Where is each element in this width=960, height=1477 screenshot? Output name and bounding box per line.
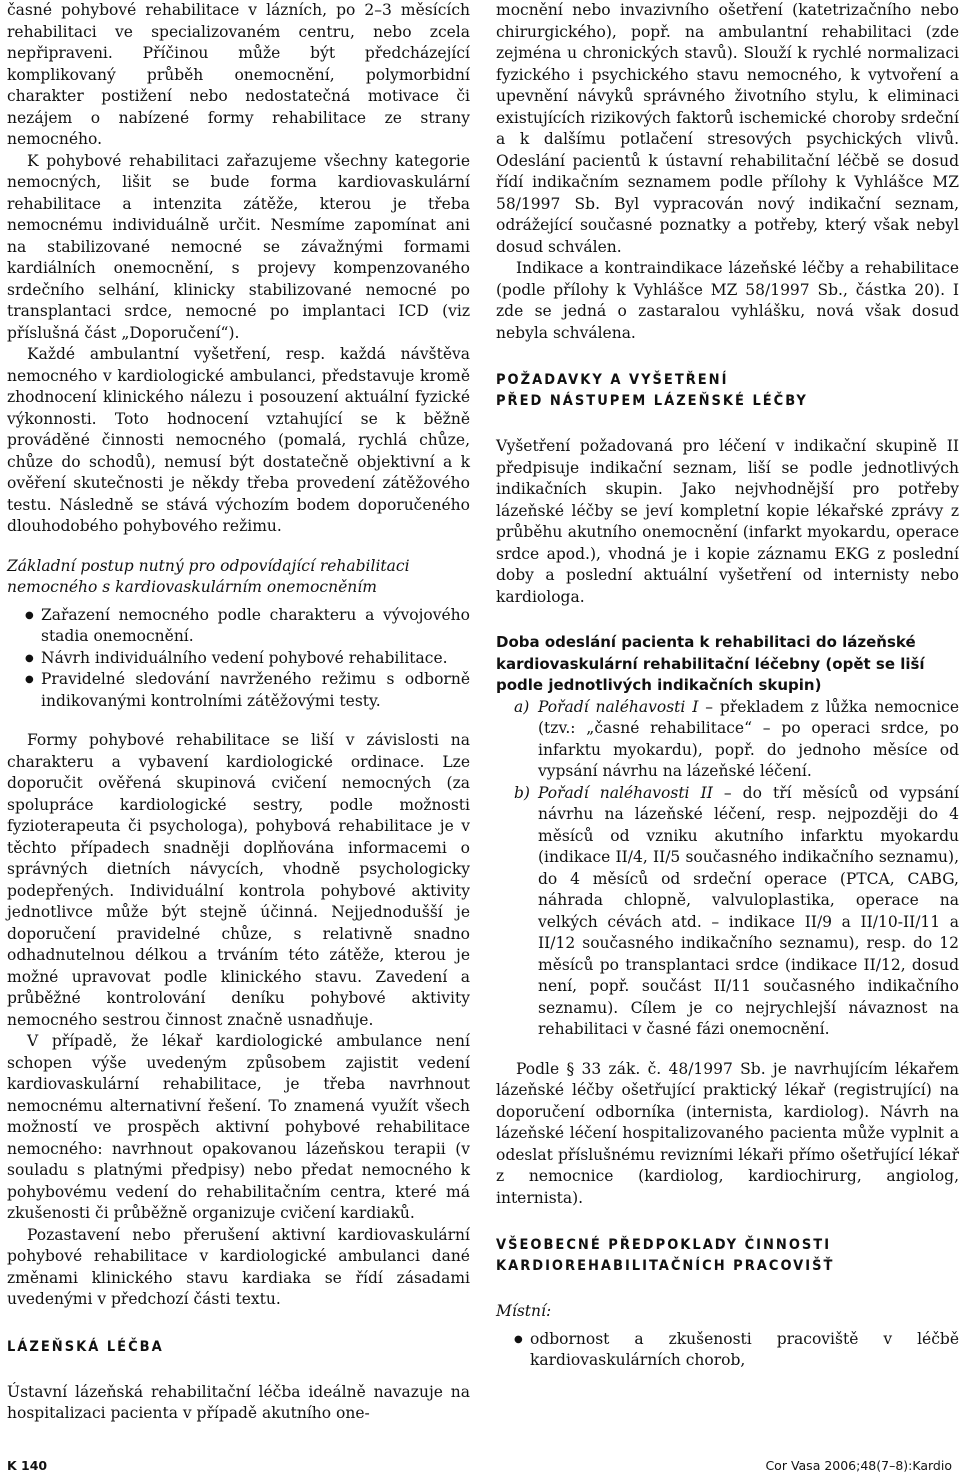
paragraph: Formy pohybové rehabilitace se liší v závislosti na charakteru a vybavení kardiologické ordinace. Lze doporučit ověřená skupinová cvičení nemocných (za spolupráce kardiologické sestry, podle možnosti fyzioterapeuta či psychologa), pohybová rehabilitace je v těchto případech snadněji doplňována informacemi o správných dietních návycích, vhodně psychologicky podepřených. Individuální kontrola pohybové aktivity jednotlivce může být stejně účinná. Nejjednodušší je doporučení pravidelné chůze, s relativně snadno odhadnutelnou délkou a trváním této zátěže, kterou je možné upravovat podle klinického stavu. Zavedení a průběžné kontrolování deníku pohybové aktivity nemocného sestrou činnost značně usnadňuje. (7, 731, 470, 1029)
list-item (496, 697, 959, 783)
item-text: – do tří měsíců od vypsání návrhu na lázeňské léčení, resp. nejpozději do 4 měsíců od vzniku akutního infarktu myokardu (indikace II/4, II/5 současného indikačního seznamu), do 4 měsíců od srdeční operace (PTCA, CABG, náhrada chlopně, valvuloplastika, operace na velkých cévách atd. – indikace II/9 a II/10-II/11 a II/12 současného indikačního seznamu), resp. do 12 měsíců po transplantaci srdce (indikace II/12, dosud není, popř. součást II/11 současného indikačního seznamu). Cílem je co nejrychlejší návaznost na rehabilitaci v časné fázi onemocnění. (538, 783, 959, 1038)
list-item: ● odbornost a zkušenosti pracoviště v léčbě kardiovaskulárních chorob, (496, 1329, 959, 1372)
list-item: ● Návrh individuálního vedení pohybové rehabilitace. (7, 648, 470, 670)
italic-subheading: Základní postup nutný pro odpovídající rehabilitaci nemocného s kardiovaskulárním onemocněním (7, 556, 410, 596)
lettered-list (496, 697, 959, 1041)
section-heading (496, 1235, 959, 1277)
item-title: Pořadí naléhavosti II (538, 783, 713, 802)
paragraph: Pozastavení nebo přerušení aktivní kardiovaskulární pohybové rehabilitace v kardiologické ambulanci dané změnami klinického stavu kardiaka se řídí zásadami uvedenými v předchozí části textu. (7, 1225, 470, 1308)
right-column (496, 0, 959, 1372)
paragraph: K pohybové rehabilitaci zařazujeme všechny kategorie nemocných, lišit se bude forma kardiovaskulární rehabilitace a intenzita zátěže, kterou je třeba nemocnému individuálně určit. Nesmíme zapomínat ani na stabilizované nemocné se závažnými formami kardiálních onemocnění, s projevy kompenzovaného srdečního selhání, klinicky stabilizované nemocné po transplantaci srdce, nemocné po implantaci ICD (viz příslušná část „Doporučení“). (7, 151, 470, 342)
paragraph: Vyšetření požadovaná pro léčení v indikační skupině II předpisuje indikační seznam, liší se podle jednotlivých indikačních skupin. Jako nejvhodnější pro potřeby lázeňské léčby se jeví kompletní kopie lékařské zprávy z průběhu akutního onemocnění (infarkt myokardu, operace srdce apod.), vhodná je i kopie záznamu EKG z poslední doby a poslední aktuální vyšetření od internisty nebo kardiologa. (496, 437, 959, 606)
paragraph: V případě, že lékař kardiologické ambulance není schopen výše uvedeným způsobem zajistit vedení kardiovaskulární rehabilitace, je třeba navrhnout nemocnému alternativní řešení. To znamená využít všech možností ve prospěch aktivní pohybové rehabilitace nemocného: navrhnout opakovanou lázeňskou terapii (v souladu s platnými předpisy) nebo předat nemocného k pohybovému vedení do rehabilitačním centra, které má zkušenosti či průběžně organizuje cvičení kardiaků. (7, 1032, 470, 1222)
bullet-list (496, 1329, 959, 1372)
paragraph: Ústavní lázeňská rehabilitační léčba ideálně navazuje na hospitalizaci pacienta v případě akutního one- (7, 1382, 470, 1422)
list-item (496, 783, 959, 1041)
item-text: – překladem z lůžka nemocnice (tzv.: „časné rehabilitace“ – po operaci srdce, po infarktu myokardu), popř. do jednoho měsíce od vypsání návrhu na lázeňské léčení. (538, 697, 960, 780)
section-heading (496, 370, 959, 412)
paragraph: Podle § 33 zák. č. 48/1997 Sb. je navrhujícím lékařem lázeňské léčby ošetřující praktický lékař (registrující) na doporučení odborníka (internista, kardiolog). Návrh na lázeňské léčení hospitalizovaného pacienta může vyplnit a odeslat příslušnému revizními lékaři přímo ošetřující lékař z nemocnice (kardiolog, kardiochirurg, angiolog, internista). (496, 1059, 959, 1207)
bullet-list (7, 605, 470, 713)
subheading-local: Místní: (496, 1302, 552, 1320)
paragraph: mocnění nebo invazivního ošetření (katetrizačního nebo chirurgického), popř. na ambulantní rehabilitaci (zde zejména u chronických stavů). Slouží k rychlé normalizaci fyzického i psychického stavu nemocného, k vytvoření a upevnění návyků správného životního stylu, k eliminaci existujících rizikových faktorů ischemické choroby srdeční a k dalšímu potlačení stresových psychických vlivů. Odeslání pacientů k ústavní rehabilitační léčbě se dosud řídí indikačním seznamem podle přílohy k Vyhlášce MZ 58/1997 Sb. Byl vypracován nový indikační seznam, odrážející současné poznatky a potřeby, který však nebyl dosud schválen. (496, 1, 959, 256)
heading-line: VŠEOBECNÉ PŘEDPOKLADY ČINNOSTI (496, 1237, 832, 1253)
list-item: ● Zařazení nemocného podle charakteru a vývojového stadia onemocnění. (7, 605, 470, 648)
paragraph: časné pohybové rehabilitace v lázních, po 2–3 měsících rehabilitaci ve specializovaném centru, nebo zcela nepřipraveni. Příčinou může být předcházející komplikovaný průběh onemocnění, polymorbidní charakter postižení nebo nedostatečná motivace či nezájem o nabízené formy rehabilitace ze strany nemocného. (7, 1, 470, 148)
page-number: K 140 (7, 1458, 48, 1473)
paragraph: Každé ambulantní vyšetření, resp. každá návštěva nemocného v kardiologické ambulanci, představuje kromě zhodnocení klinického nálezu i posouzení aktuální fyzické výkonnosti. Toto hodnocení vztahující se k běžně prováděné činnosti nemocného (pomalá, rychlá chůze, chůze do schodů), nemusí být dostatečně objektivní a k ověření skutečnosti je někdy třeba provedení zátěžového testu. Následně se stává výchozím bodem doporučeného dlouhodobého pohybového režimu. (7, 345, 470, 535)
heading-line: PŘED NÁSTUPEM LÁZEŇSKÉ LÉČBY (496, 393, 808, 409)
bold-subheading: Doba odeslání pacienta k rehabilitaci do lázeňské kardiovaskulární rehabilitační léčebny (opět se liší podle jednotlivých indikačních skupin) (496, 633, 925, 694)
item-marker: a) (514, 697, 530, 716)
left-column (7, 0, 470, 1425)
section-heading: LÁZEŇSKÁ LÉČBA (7, 1338, 164, 1355)
heading-line: POŽADAVKY A VYŠETŘENÍ (496, 372, 729, 388)
item-title: Pořadí naléhavosti I (538, 697, 699, 716)
item-marker: b) (514, 783, 530, 802)
list-item: ● Pravidelné sledování navrženého režimu s odborně indikovanými kontrolními zátěžovými testy. (7, 669, 470, 712)
journal-citation: Cor Vasa 2006;48(7–8):Kardio (765, 1458, 952, 1473)
paragraph: Indikace a kontraindikace lázeňské léčby a rehabilitace (podle přílohy k Vyhlášce MZ 58/1997 Sb., částka 20). I zde se jedná o zastaralou vyhlášku, nová však dosud nebyla schválena. (496, 259, 959, 342)
heading-line: KARDIOREHABILITAČNÍCH PRACOVIŠŤ (496, 1258, 835, 1274)
